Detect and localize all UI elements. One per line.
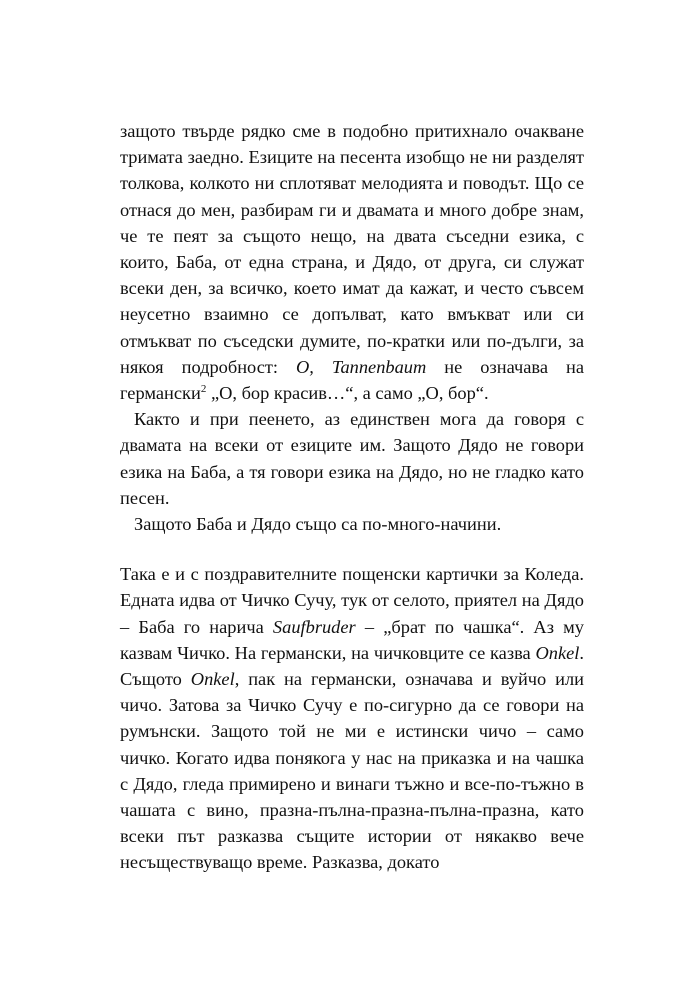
paragraph-3: Защото Баба и Дядо също са по-много-начини. xyxy=(134,514,502,535)
paragraph-4-text-d: , пак на германски, означава и вуйчо или чичо. Затова за Чичко Сучу е по-сигурно да се говори на румънски. Защото той не ми е истински чичо – само чичко. Когато идва понякога у нас на приказка и на чашка с Дядо, гледа примирено и винаги тъжно и все-по-тъжно в чашата с вино, празна-пълна-празна-пълна-празна, като всеки път разказва същите истории от някакво вече несъществуващо време. Разказва, докато xyxy=(120,669,584,873)
italic-term-onkel-1: Onkel xyxy=(535,642,580,663)
paragraph-4-text: Така е и с поздравителните пощенски картички за Коледа. Едната идва от Чичко Сучу, тук от селото, приятел на Дядо – Баба го нарича xyxy=(120,564,584,637)
paragraph-4 xyxy=(120,561,584,875)
paragraph-1-text-end: „О, бор красив…“, а само „О, бор“. xyxy=(206,383,489,404)
paragraph-2: Както и при пеенето, аз единствен мога да говоря с двамата на всеки от езиците им. Защото Дядо не говори езика на Баба, а тя говори езика на Дядо, но не гладко като песен. xyxy=(120,409,584,508)
song-title: O, Tannenbaum xyxy=(296,356,427,377)
paragraph-1-text-cont: не означава на германски xyxy=(120,356,585,404)
italic-term-onkel-2: Onkel xyxy=(190,669,235,690)
paragraph-1 xyxy=(120,118,584,406)
page-text xyxy=(120,118,584,876)
footnote-marker: 2 xyxy=(200,382,207,395)
paragraph-4-text-b: – „брат по чашка“. Аз му казвам Чичко. На германски, на чичковците се казва xyxy=(120,616,585,663)
section-gap xyxy=(120,537,584,561)
paragraph-1-text: защото твърде рядко сме в подобно притихнало очакване тримата заедно. Езиците на песента изобщо не ни разделят толкова, колкото ни сплотяват мелодията и поводът. Що се отнася до мен, разбирам ги и двамата и много добре знам, че те пеят за същото нещо, на двата съседни езика, с които, Баба, от една страна, и Дядо, от друга, си служат всеки ден, за всичко, което имат да кажат, и често съвсем неусетно взаимно се допълват, като вмъкват или си отмъкват по съседски думите, по-кратки или по-дълги, за някоя подробност: xyxy=(120,121,584,377)
paragraph-4-text-c: . Същото xyxy=(120,642,584,690)
italic-term-saufbruder: Saufbruder xyxy=(272,616,356,637)
